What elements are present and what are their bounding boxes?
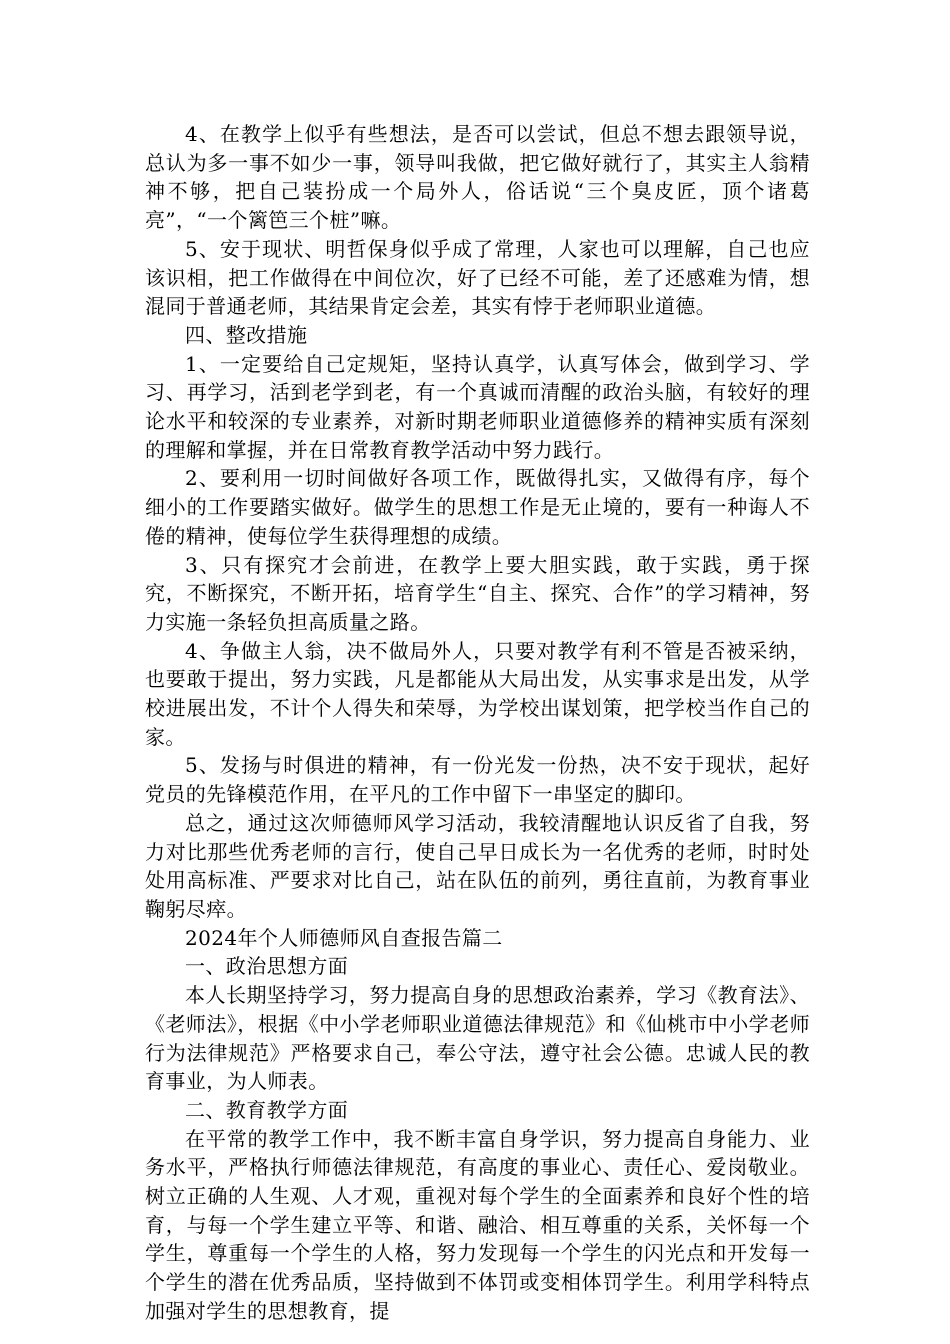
paragraph-item-5-complacency: 5、安于现状、明哲保身似乎成了常理，人家也可以理解，自己也应该识相，把工作做得在中间位次，好了已经不可能，差了还感难为情，想混同于普通老师，其结果肯定会差，其实有悖于老师职业道德。 bbox=[145, 236, 810, 319]
report-title-part-two: 2024年个人师德师风自查报告篇二 bbox=[185, 925, 503, 950]
section-heading-political: 一、政治思想方面 bbox=[185, 954, 349, 979]
paragraph-item-4-ownership: 4、在教学上似乎有些想法，是否可以尝试，但总不想去跟领导说，总认为多一事不如少一事，领导叫我做，把它做好就行了，其实主人翁精神不够，把自己装扮成一个局外人，俗话说“三个臭皮匠，顶个诸葛亮”，“一个篱笆三个桩”嘛。 bbox=[145, 122, 810, 233]
document-body bbox=[145, 120, 810, 1326]
paragraph-teaching: 在平常的教学工作中，我不断丰富自身学识，努力提高自身能力、业务水平，严格执行师德法律规范，有高度的事业心、责任心、爱岗敬业。树立正确的人生观、人才观，重视对每个学生的全面素养和良好个性的培育，与每一个学生建立平等、和谐、融洽、相互尊重的关系，关怀每一个学生，尊重每一个学生的人格，努力发现每一个学生的闪光点和开发每一个学生的潜在优秀品质，坚持做到不体罚或变相体罚学生。利用学科特点加强对学生的思想教育，提 bbox=[145, 1126, 810, 1323]
paragraph-measure-1: 1、一定要给自己定规矩，坚持认真学，认真写体会，做到学习、学习、再学习，活到老学到老，有一个真诚而清醒的政治头脑，有较好的理论水平和较深的专业素养，对新时期老师职业道德修养的精神实质有深刻的理解和掌握，并在日常教育教学活动中努力践行。 bbox=[145, 351, 810, 462]
section-heading-rectification: 四、整改措施 bbox=[185, 322, 308, 347]
paragraph-measure-3: 3、只有探究才会前进，在教学上要大胆实践，敢于实践，勇于探究，不断探究，不断开拓，培育学生“自主、探究、合作”的学习精神，努力实施一条轻负担高质量之路。 bbox=[145, 552, 810, 634]
paragraph-political: 本人长期坚持学习，努力提高自身的思想政治素养，学习《教育法》、《老师法》，根据《中小学老师职业道德法律规范》和《仙桃市中小学老师行为法律规范》严格要求自己，奉公守法，遵守社会公德。忠诚人民的教育事业，为人师表。 bbox=[145, 983, 810, 1094]
paragraph-measure-4: 4、争做主人翁，决不做局外人，只要对教学有利不管是否被采纳，也要敢于提出，努力实践，凡是都能从大局出发，从实事求是出发，从学校进展出发，不计个人得失和荣辱，为学校出谋划策，把学校当作自己的家。 bbox=[145, 638, 810, 749]
paragraph-conclusion: 总之，通过这次师德师风学习活动，我较清醒地认识反省了自我，努力对比那些优秀老师的言行，使自己早日成长为一名优秀的老师，时时处处用高标准、严要求对比自己，站在队伍的前列，勇往直前，为教育事业鞠躬尽瘁。 bbox=[145, 810, 810, 921]
paragraph-measure-2: 2、要利用一切时间做好各项工作，既做得扎实，又做得有序，每个细小的工作要踏实做好。做学生的思想工作是无止境的，要有一种诲人不倦的精神，使每位学生获得理想的成绩。 bbox=[145, 466, 810, 548]
section-heading-teaching: 二、教育教学方面 bbox=[185, 1097, 349, 1122]
paragraph-measure-5: 5、发扬与时俱进的精神，有一份光发一份热，决不安于现状，起好党员的先锋模范作用，在平凡的工作中留下一串坚定的脚印。 bbox=[145, 753, 810, 807]
